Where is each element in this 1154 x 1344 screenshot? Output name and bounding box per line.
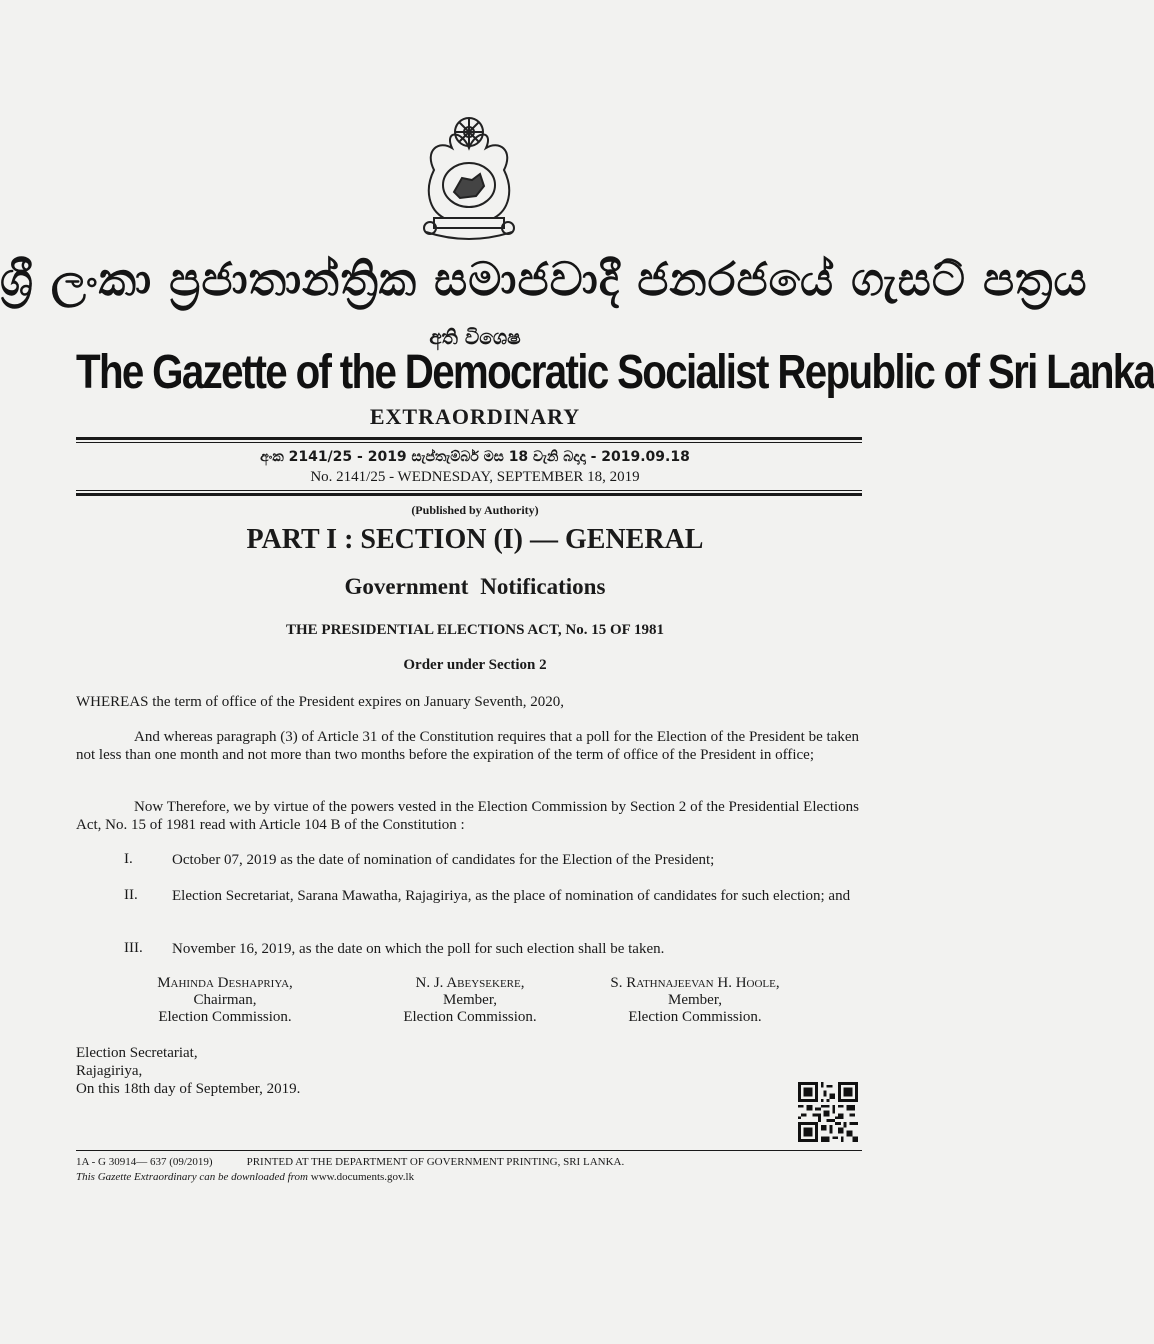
signatory-body: Election Commission. [628, 1009, 762, 1025]
footer-divider [76, 1150, 862, 1151]
published-by-authority: (Published by Authority) [411, 503, 539, 517]
signatory-member-1 [360, 975, 580, 1026]
sinhala-masthead-title: ශ්‍රී ලංකා ප්‍රජාතාන්ත්‍රික සමාජවාදී ජනරජයේ ගැසට් පත්‍රය [0, 252, 1088, 306]
item-text: November 16, 2019, as the date on which the poll for such election shall be taken. [172, 941, 665, 957]
signatory-member-2 [585, 975, 805, 1026]
item-number: III. [124, 940, 143, 956]
item-number: I. [124, 851, 133, 867]
signatory-body: Election Commission. [158, 1009, 292, 1025]
and-whereas-paragraph: And whereas paragraph (3) of Article 31 of the Constitution requires that a poll for the Election of the President be taken not less than one month and not more than two months before the expiration of the term of office of the President in office; [76, 729, 859, 763]
signatory-role: Member, [668, 992, 722, 1008]
signatory-body: Election Commission. [403, 1009, 537, 1025]
item-text: October 07, 2019 as the date of nomination of candidates for the Election of the President; [172, 852, 715, 868]
closing-line-3: On this 18th day of September, 2019. [76, 1081, 301, 1097]
signatory-role: Chairman, [193, 992, 257, 1008]
bottom-divider-thick [76, 493, 862, 496]
notifications-heading: Government Notifications [344, 574, 606, 599]
footer-print-line [76, 1156, 624, 1168]
issue-line-english: No. 2141/25 - WEDNESDAY, SEPTEMBER 18, 2019 [310, 469, 640, 485]
signatory-name: N. J. Abeysekere, [415, 975, 525, 991]
closing-line-1: Election Secretariat, [76, 1045, 198, 1061]
act-title: THE PRESIDENTIAL ELECTIONS ACT, No. 15 OF 1981 [286, 622, 664, 638]
closing-line-2: Rajagiriya, [76, 1063, 143, 1079]
item-number: II. [124, 887, 138, 903]
gazette-code: 1A - G 30914— 637 (09/2019) [76, 1156, 213, 1168]
part-section-title: PART I : SECTION (I) — GENERAL [246, 524, 704, 555]
download-note: This Gazette Extraordinary can be downloaded from [76, 1171, 308, 1183]
now-therefore-paragraph: Now Therefore, we by virtue of the powers vested in the Election Commission by Section 2 of the Presidential Elections Act, No. 15 of 1981 read with Article 104 B of the Constitution : [76, 799, 859, 833]
signatory-chairman [115, 975, 335, 1026]
signatory-role: Member, [443, 992, 497, 1008]
order-title: Order under Section 2 [403, 657, 547, 673]
english-masthead-title: The Gazette of the Democratic Socialist Republic of Sri Lanka [76, 346, 1154, 399]
qr-code-icon [798, 1082, 858, 1142]
signatory-name: Mahinda Deshapriya, [157, 975, 293, 991]
signatory-name: S. Rathnajeevan H. Hoole, [610, 975, 780, 991]
sinhala-extraordinary-label: අති විශෙෂ [429, 325, 521, 349]
issue-line-sinhala: අංක 2141/25 - 2019 සැප්තැම්බර් මස 18 වැනි බදාදා - 2019.09.18 [260, 449, 690, 465]
download-link[interactable]: www.documents.gov.lk [310, 1171, 415, 1183]
closing-block [76, 1044, 300, 1098]
footer-download-line [76, 1171, 414, 1183]
national-emblem-icon [414, 100, 524, 250]
top-divider-thick [76, 437, 862, 440]
whereas-paragraph: WHEREAS the term of office of the President expires on January Seventh, 2020, [76, 694, 564, 710]
printer-note: PRINTED AT THE DEPARTMENT OF GOVERNMENT PRINTING, SRI LANKA. [246, 1156, 625, 1168]
top-divider-thin [76, 442, 862, 443]
item-text: Election Secretariat, Sarana Mawatha, Rajagiriya, as the place of nomination of candidates for such election; and [172, 888, 851, 904]
extraordinary-label: EXTRAORDINARY [369, 404, 581, 429]
bottom-divider-thin [76, 490, 862, 491]
